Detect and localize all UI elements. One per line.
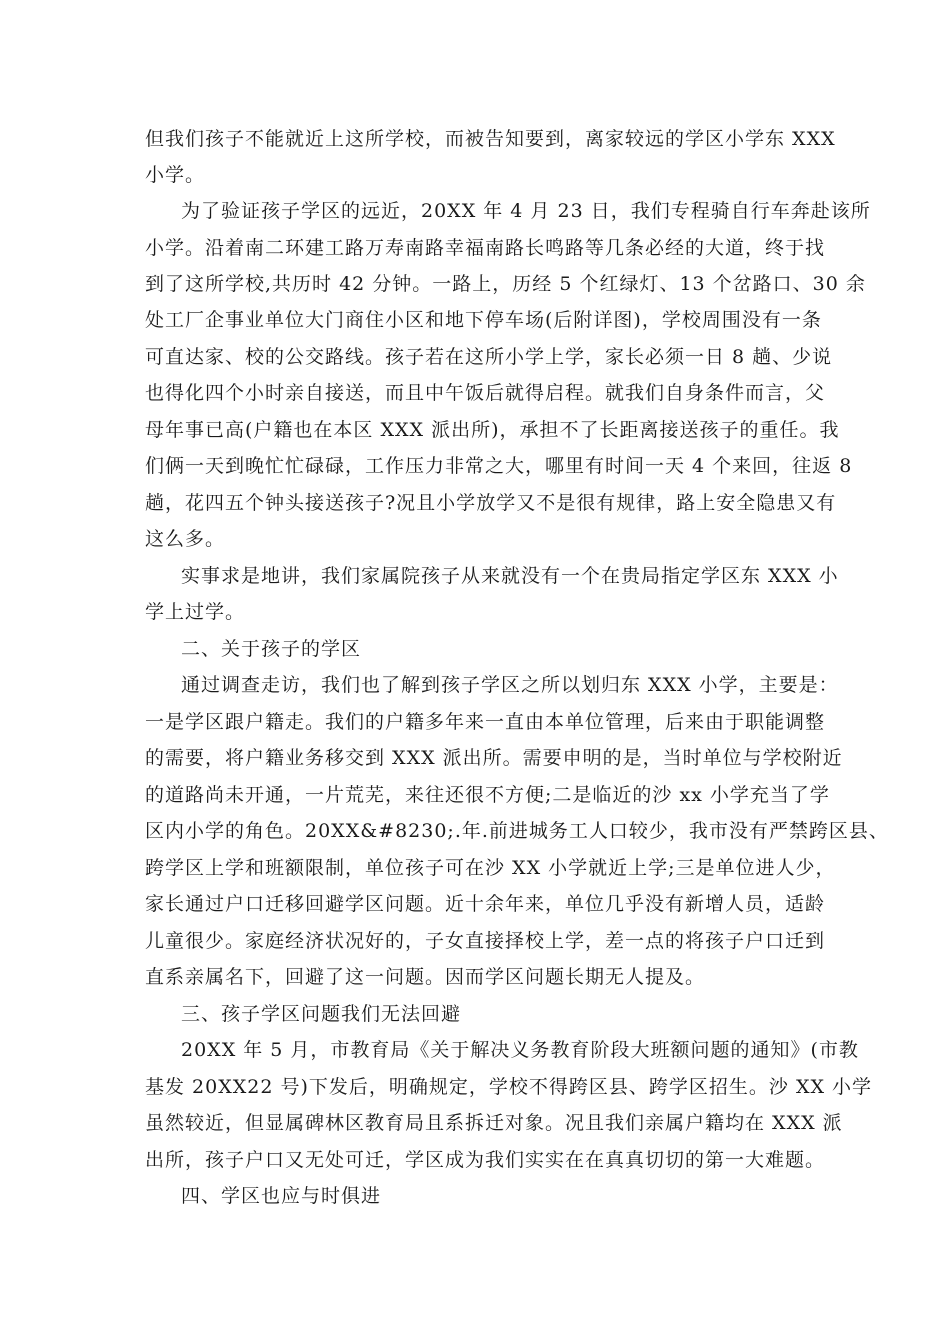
text-line: 母年事已高(户籍也在本区 XXX 派出所)，承担不了长距离接送孩子的重任。我: [145, 419, 840, 441]
text-line: 小学。沿着南二环建工路万寿南路幸福南路长鸣路等几条必经的大道，终于找: [145, 237, 826, 259]
text-line: 趟，花四五个钟头接送孩子?况且小学放学又不是很有规律，路上安全隐患又有: [145, 492, 837, 514]
text-line: 儿童很少。家庭经济状况好的，子女直接择校上学，差一点的将孩子户口迁到: [145, 930, 826, 952]
text-line: 小学。: [145, 164, 206, 186]
text-line: 一是学区跟户籍走。我们的户籍多年来一直由本单位管理，后来由于职能调整: [145, 711, 826, 733]
text-line: 实事求是地讲，我们家属院孩子从来就没有一个在贵局指定学区东 XXX 小: [181, 565, 839, 587]
text-line: 这么多。: [145, 528, 226, 550]
text-line: 家长通过户口迁移回避学区问题。近十余年来，单位几乎没有新增人员，适龄: [145, 893, 826, 915]
text-line: 为了验证孩子学区的远近，20XX 年 4 月 23 日，我们专程骑自行车奔赴该所: [181, 200, 871, 222]
text-line: 的需要，将户籍业务移交到 XXX 派出所。需要申明的是，当时单位与学校附近: [145, 747, 843, 769]
text-line: 也得化四个小时亲自接送，而且中午饭后就得启程。就我们自身条件而言，父: [145, 382, 826, 404]
text-line: 区内小学的角色。20XX&#8230;.年.前进城务工人口较少，我市没有严禁跨区县、: [145, 820, 889, 842]
section-heading: 二、关于孩子的学区: [181, 638, 362, 660]
text-line: 的道路尚未开通，一片荒芜，来往还很不方便;二是临近的沙 xx 小学充当了学: [145, 784, 830, 806]
text-line: 们俩一天到晚忙忙碌碌，工作压力非常之大，哪里有时间一天 4 个来回，往返 8: [145, 455, 853, 477]
text-line: 学上过学。: [145, 601, 246, 623]
text-line: 跨学区上学和班额限制，单位孩子可在沙 XX 小学就近上学;三是单位进人少，: [145, 857, 836, 879]
text-line: 通过调查走访，我们也了解到孩子学区之所以划归东 XXX 小学，主要是：: [181, 674, 839, 696]
text-line: 基发 20XX22 号)下发后，明确规定，学校不得跨区县、跨学区招生。沙 XX 小学: [145, 1076, 873, 1098]
text-line: 但我们孩子不能就近上这所学校，而被告知要到，离家较远的学区小学东 XXX: [145, 128, 836, 150]
section-heading: 三、孩子学区问题我们无法回避: [181, 1003, 462, 1025]
text-line: 直系亲属名下，回避了这一问题。因而学区问题长期无人提及。: [145, 966, 706, 988]
text-line: 虽然较近，但显属碑林区教育局且系拆迁对象。况且我们亲属户籍均在 XXX 派: [145, 1112, 843, 1134]
text-line: 到了这所学校,共历时 42 分钟。一路上，历经 5 个红绿灯、13 个岔路口、30 余: [145, 273, 866, 295]
text-line: 20XX 年 5 月，市教育局《关于解决义务教育阶段大班额问题的通知》(市教: [181, 1039, 859, 1061]
text-line: 可直达家、校的公交路线。孩子若在这所小学上学，家长必须一日 8 趟、少说: [145, 346, 833, 368]
text-line: 处工厂企事业单位大门商住小区和地下停车场(后附详图)，学校周围没有一条: [145, 309, 822, 331]
text-line: 出所，孩子户口又无处可迁，学区成为我们实实在在真真切切的第一大难题。: [145, 1149, 826, 1171]
section-heading: 四、学区也应与时俱进: [181, 1185, 382, 1207]
